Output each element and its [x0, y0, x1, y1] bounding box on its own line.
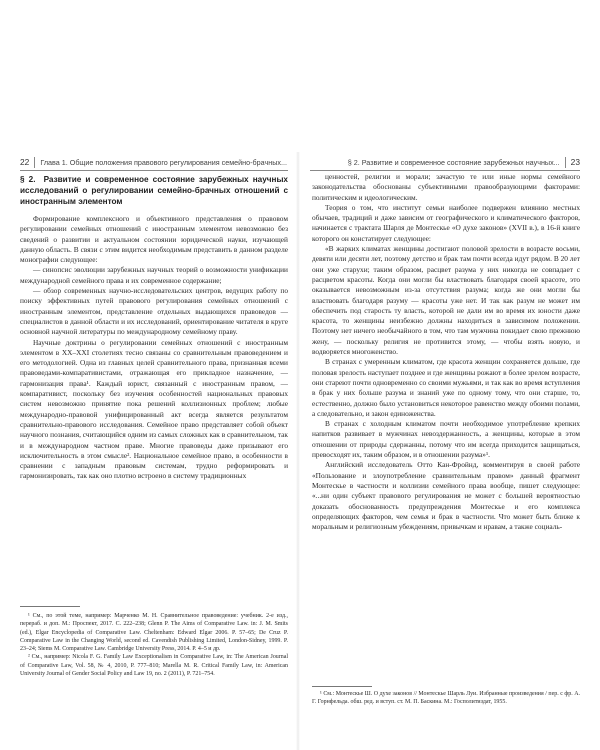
paragraph: Английский исследователь Отто Кан-Фройнд, комментируя в своей работе «Пользование и злоупотребление сравнительным правом» данный фрагмент Монтескье в частности и коллизии семейного права вообще, пишет следующее: «...ни один субъект правового регулирования не может с большей вероятностью доказать обоснованность предупреждения Монтескье и его комплекса определяющих факторов, чем семья и брак в частности. Что может быть ближе к моральным и религиозным убеждениям, привычкам и нравам, а также социаль- [312, 460, 580, 532]
paragraph: Научные доктрины о регулировании семейных отношений с иностранным элементом в XX–XXI столетиях тесно связаны со сравнительным правоведением и его методологией. Одна из главных целей сравнительного права, признанная всеми правоведами-компаративистами, отражающая его прикладное назначение, — гармонизация права¹. Каждый юрист, связанный с иностранным правом, — компаративист, поскольку без изучения особенностей национальных правовых систем невозможно принятие пока решений коллизионных проблем; любые международно-правовой унифицированный акт всегда является результатом сравнительно-правового исследования. Семейное право представляет собой объект научного познания, считающийся одним из самых сложных как в сравнительном, так и в международном частном праве. Многие правоведы даже призывают его исключительность в этом смысле². Национальное семейное право, в особенности в сравнении с западным правовым системам, трудно реформировать и гармонизировать, так как оно плотно встроено в систему традиционных [20, 337, 288, 481]
footnote: ² См., например: Nicola F. G. Family Law Exceptionalism in Comparative Law, in: The American Journal of Comparative Law, Vol. 58, № 4, 2010, P. 777–810; Marella M. R. Critical Family Law, in: American University Journal of Gender Social Policy and Law 19, no. 2 (2011), P. 721–754. [20, 654, 288, 678]
footnote: ¹ См.: Монтескье Ш. О духе законов // Монтескье Шарль Луи. Избранные произведения / пер. с фр. А. Г. Горнфельда. обш. ред. и вступ. ст. М. П. Баскина. М.: Госполитиздат, 1955. [312, 691, 580, 706]
paragraph: ценностей, религии и морали; зачастую те или иные нормы семейного законодательства обоснованы субъективными правообразующими факторами: политическим и идеологическим. [312, 172, 580, 202]
right-header-rule [310, 170, 580, 171]
left-header-rule [20, 170, 288, 171]
right-running-header [310, 155, 580, 169]
left-footnotes [20, 612, 288, 708]
left-page-body [20, 174, 288, 526]
section-heading [20, 174, 288, 207]
section-title: Развитие и современное состояние зарубежных научных исследований о регулировании семейно-брачных отношений с иностранным элементом [20, 175, 288, 206]
quote-paragraph: В странах с умеренным климатом, где красота женщин сохраняется дольше, где половая зрелость наступает позднее и где женщины рожают в более зрелом возрасте, они стареют почти одновременно со своими мужьями, и так как во время вступления в брак у них больше разума и знаний уже по одному тому, что они старше, то, естественно, должно было установиться некоторое равенство между обоими полами, а следовательно, и закон единоженства. [312, 357, 580, 418]
quote-paragraph: «В жарких климатах женщины достигают половой зрелости в возрасте восьми, девяти или десяти лет, поэтому детство и брак там почти всегда идут рядом. В 20 лет они уже старухи; таким образом, расцвет разума у них никогда не совпадает с расцветом красоты. Когда они могли бы властвовать благодаря своей красоте, это оказывается невозможным из-за отсутствия разума; когда же они могли бы властвовать благодаря разуму — красоты уже нет. И так как разум не может им обеспечить под старость ту власть, которой не дали им во время их юности даже красота, то женщины неизбежно должны находиться в зависимом положении. Поэтому нет ничего необычайного в том, что там мужчина покидает свою прежнюю жену, — поскольку религия не противится этому, — чтобы взять новую, и водворяется многоженство. [312, 244, 580, 357]
header-divider [34, 157, 35, 168]
left-running-title: Глава 1. Общие положения правового регулирования семейно-брачных... [40, 157, 287, 167]
right-page-body [312, 172, 580, 672]
right-page-number: 23 [570, 157, 580, 167]
header-divider [565, 157, 566, 168]
section-number: § 2. [20, 175, 36, 184]
paragraph: — обзор современных научно-исследовательских центров, ведущих работу по поиску эффективных путей правового регулирования семейных отношений с иностранным элементом, представление отдельных выдающихся правоведов — специалистов в данной области и их исследований, ориентирование читателя в круге основной научной литературы по международному семейному праву. [20, 286, 288, 337]
right-footnotes [312, 690, 580, 730]
left-running-header [20, 155, 288, 169]
blank-top-area [0, 0, 600, 152]
page-gutter [296, 152, 300, 750]
footnote: ¹ См., по этой теме, например: Марченко М. Н. Сравнительное правоведение: учебник. 2-е изд., перераб. и доп. М.: Проспект, 2017. С. 222–238; Glenn P. The Aims of Comparative Law. in: J. M. Smits (ed.), Elgar Encyclopedia of Comparative Law. Cheltenham: Edward Elgar 2006. P. 57–65; De Cruz P. Comparative Law in the Changing World, second ed. Cavendish Publishing Limited, London-Sidney, 1999. P. 23–24; Siems M. Comparative Law. Cambridge University Press, 2014. P. 4–5 и др. [20, 613, 288, 653]
quote-paragraph: В странах с холодным климатом почти необходимое употребление крепких напитков развивает в мужчинах невоздержанность, а женщины, которые в этом отношении от природы сдержанны, потому что им всегда приходится защищаться, превосходят их, таким образом, и в отношении разума»¹. [312, 419, 580, 460]
left-footnote-rule [20, 606, 80, 607]
paragraph: — синопсис эволюции зарубежных научных теорий о возможности унификации международной семейного права и их современное содержание; [20, 265, 288, 285]
right-footnote-rule [312, 686, 372, 687]
paragraph: Теория о том, что институт семьи наиболее подвержен влиянию местных обычаев, традиций и даже зависим от географического и климатического факторов, начинается с трактата Шарля де Монтескье «О духе законов» (XVII в.), в 16-й книге которого он констатирует следующее: [312, 202, 580, 243]
left-page-number: 22 [20, 157, 30, 167]
paragraph: Формирование комплексного и объективного представления о правовом регулировании семейных отношений с иностранным элементом невозможно без сведений о развитии и актуальном состоянии юридической науки, изучающей данную область. В связи с этим видится необходимым представить в данном разделе монографии следующее: [20, 214, 288, 265]
right-running-title: § 2. Развитие и современное состояние зарубежных научных... [347, 157, 560, 167]
